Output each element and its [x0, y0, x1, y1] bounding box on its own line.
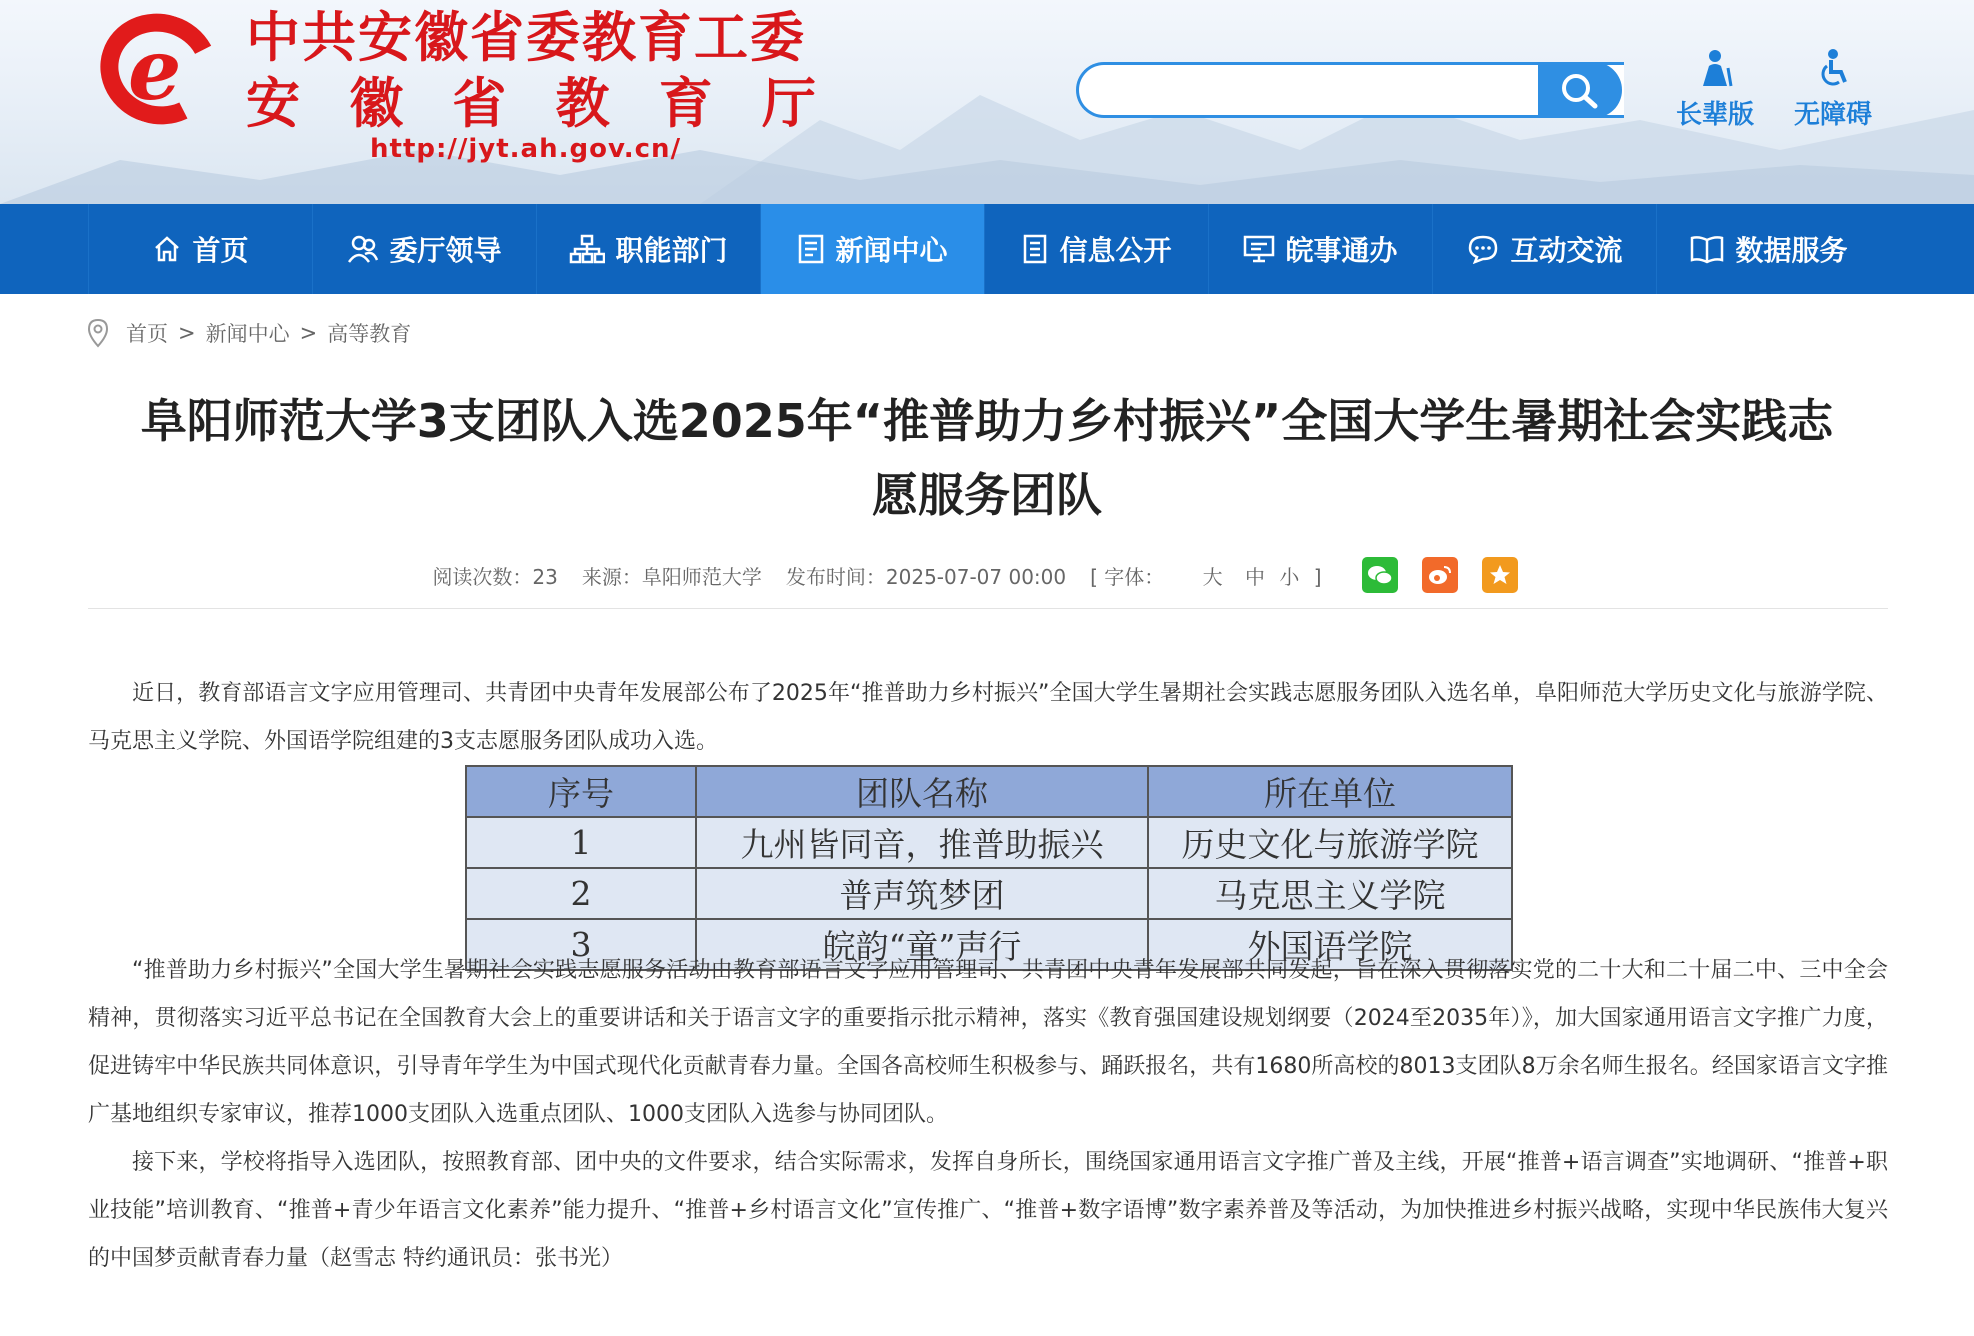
table-header-row	[466, 766, 1512, 817]
search-icon	[1558, 70, 1602, 110]
table-cell: 2	[466, 868, 696, 919]
search-button[interactable]	[1538, 62, 1622, 118]
font-size-medium[interactable]: 中	[1245, 564, 1266, 589]
org-char: 育	[658, 72, 713, 135]
favorite-button[interactable]	[1482, 557, 1518, 593]
article-title	[80, 384, 1894, 532]
nav-item-departments[interactable]	[536, 204, 760, 294]
share-wechat-button[interactable]	[1362, 557, 1398, 593]
org-char: 教	[555, 72, 610, 135]
org-char: 安	[246, 72, 300, 135]
location-pin-icon	[86, 318, 110, 348]
article-title-line2: 愿服务团队	[872, 468, 1102, 522]
article-paragraph-1: 近日，教育部语言文字应用管理司、共青团中央青年发展部公布了2025年“推普助力乡村振兴”全国大学生暑期社会实践志愿服务团队入选名单，阜阳师范大学历史文化与旅游学院、马克思主义学院、外国语学院组建的3支志愿服务团队成功入选。	[88, 681, 1888, 754]
nav-label: 首页	[192, 234, 249, 267]
font-size-large[interactable]: 大	[1202, 564, 1223, 589]
nav-item-leaders[interactable]	[312, 204, 536, 294]
nav-item-news[interactable]	[760, 204, 984, 294]
nav-label: 委厅领导	[389, 234, 502, 267]
table-cell: 九州皆同音，推普助振兴	[696, 817, 1148, 868]
org-name-line2	[246, 72, 816, 136]
document-icon	[1021, 234, 1049, 264]
breadcrumb-home[interactable]: 首页	[126, 322, 168, 346]
nav-item-data[interactable]	[1656, 204, 1880, 294]
org-char: 省	[452, 72, 507, 135]
org-name-line1: 中共安徽省委教育工委	[246, 6, 806, 69]
nav-item-home[interactable]	[88, 204, 312, 294]
share-weibo-button[interactable]	[1422, 557, 1458, 593]
logo-e-icon: e	[128, 20, 182, 119]
nav-label: 皖事通办	[1285, 234, 1398, 267]
wechat-icon	[1367, 564, 1393, 586]
breadcrumb-separator: >	[299, 321, 318, 345]
table-row	[466, 817, 1512, 868]
accessibility-icon	[1813, 48, 1853, 88]
site-header	[0, 0, 1974, 204]
breadcrumb-higher-education[interactable]: 高等教育	[327, 322, 412, 346]
team-table-image	[465, 765, 1513, 971]
elder-mode-button[interactable]	[1660, 48, 1770, 131]
table-cell: 马克思主义学院	[1148, 868, 1512, 919]
table-header: 团队名称	[696, 766, 1148, 817]
table-cell: 1	[466, 817, 696, 868]
nav-item-interaction[interactable]	[1432, 204, 1656, 294]
org-chart-icon	[569, 234, 605, 264]
favorite-star-icon	[1488, 563, 1512, 587]
nav-label: 互动交流	[1510, 234, 1623, 267]
book-icon	[1689, 234, 1725, 264]
breadcrumb-news[interactable]: 新闻中心	[205, 322, 290, 346]
font-size-label: [ 字体：	[1090, 564, 1165, 589]
site-url: http://jyt.ah.gov.cn/	[370, 134, 682, 164]
divider	[88, 608, 1888, 609]
article-source: 来源：阜阳师范大学	[581, 564, 762, 589]
accessibility-button[interactable]	[1778, 48, 1888, 131]
read-count: 阅读次数：23	[432, 564, 558, 589]
weibo-icon	[1427, 564, 1453, 586]
elder-mode-label: 长辈版	[1675, 100, 1754, 130]
org-char: 厅	[761, 72, 816, 135]
article-meta	[0, 557, 1974, 593]
chat-icon	[1466, 234, 1500, 264]
font-size-small[interactable]: 小	[1279, 564, 1300, 589]
leaders-icon	[347, 234, 379, 264]
table-cell: 皖韵“童”声行	[696, 919, 1148, 970]
font-size-switcher	[1090, 561, 1345, 590]
org-char: 徽	[349, 72, 404, 135]
table-cell: 历史文化与旅游学院	[1148, 817, 1512, 868]
table-cell: 外国语学院	[1148, 919, 1512, 970]
elder-icon	[1695, 48, 1735, 88]
article-paragraph-2: “推普助力乡村振兴”全国大学生暑期社会实践志愿服务活动由教育部语言文字应用管理司、共青团中央青年发展部共同发起，旨在深入贯彻落实党的二十大和二十届二中、三中全会精神，贯彻落实习近平总书记在全国教育大会上的重要讲话和关于语言文字的重要指示批示精神，落实《教育强国建设规划纲要（2024至2035年）》，加大国家通用语言文字推广力度，促进铸牢中华民族共同体意识，引导青年学生为中国式现代化贡献青春力量。全国各高校师生积极参与、踊跃报名，共有1680所高校的8013支团队8万余名师生报名。经国家语言文字推广基地组织专家审议，推荐1000支团队入选重点团队、1000支团队入选参与协同团队。	[88, 958, 1888, 1127]
news-icon	[797, 234, 825, 264]
monitor-icon	[1243, 234, 1275, 264]
main-nav	[0, 204, 1974, 294]
table-row	[466, 868, 1512, 919]
table-cell: 3	[466, 919, 696, 970]
breadcrumb-separator: >	[178, 321, 196, 345]
nav-label: 职能部门	[615, 234, 728, 267]
table-cell: 普声筑梦团	[696, 868, 1148, 919]
nav-item-services[interactable]	[1208, 204, 1432, 294]
nav-label: 数据服务	[1735, 234, 1848, 267]
accessibility-label: 无障碍	[1793, 100, 1872, 130]
nav-label: 信息公开	[1059, 234, 1172, 267]
article-paragraph-3: 接下来，学校将指导入选团队，按照教育部、团中央的文件要求，结合实际需求，发挥自身所长，围绕国家通用语言文字推广普及主线，开展“推普+语言调查”实地调研、“推普+职业技能”培训教育、“推普+青少年语言文化素养”能力提升、“推普+乡村语言文化”宣传推广、“推普+数字语博”数字素养普及等活动，为加快推进乡村振兴战略，实现中华民族伟大复兴的中国梦贡献青春力量（赵雪志 特约通讯员：张书光）	[88, 1150, 1888, 1271]
nav-label: 新闻中心	[835, 234, 948, 267]
font-size-bracket: ]	[1313, 564, 1322, 589]
table-header: 序号	[466, 766, 696, 817]
table-header: 所在单位	[1148, 766, 1512, 817]
publish-time: 发布时间：2025-07-07 00:00	[785, 564, 1067, 589]
article-title-line1: 阜阳师范大学3支团队入选2025年“推普助力乡村振兴”全国大学生暑期社会实践志	[140, 394, 1834, 448]
nav-item-info[interactable]	[984, 204, 1208, 294]
home-icon	[152, 234, 182, 264]
breadcrumb	[86, 318, 411, 348]
